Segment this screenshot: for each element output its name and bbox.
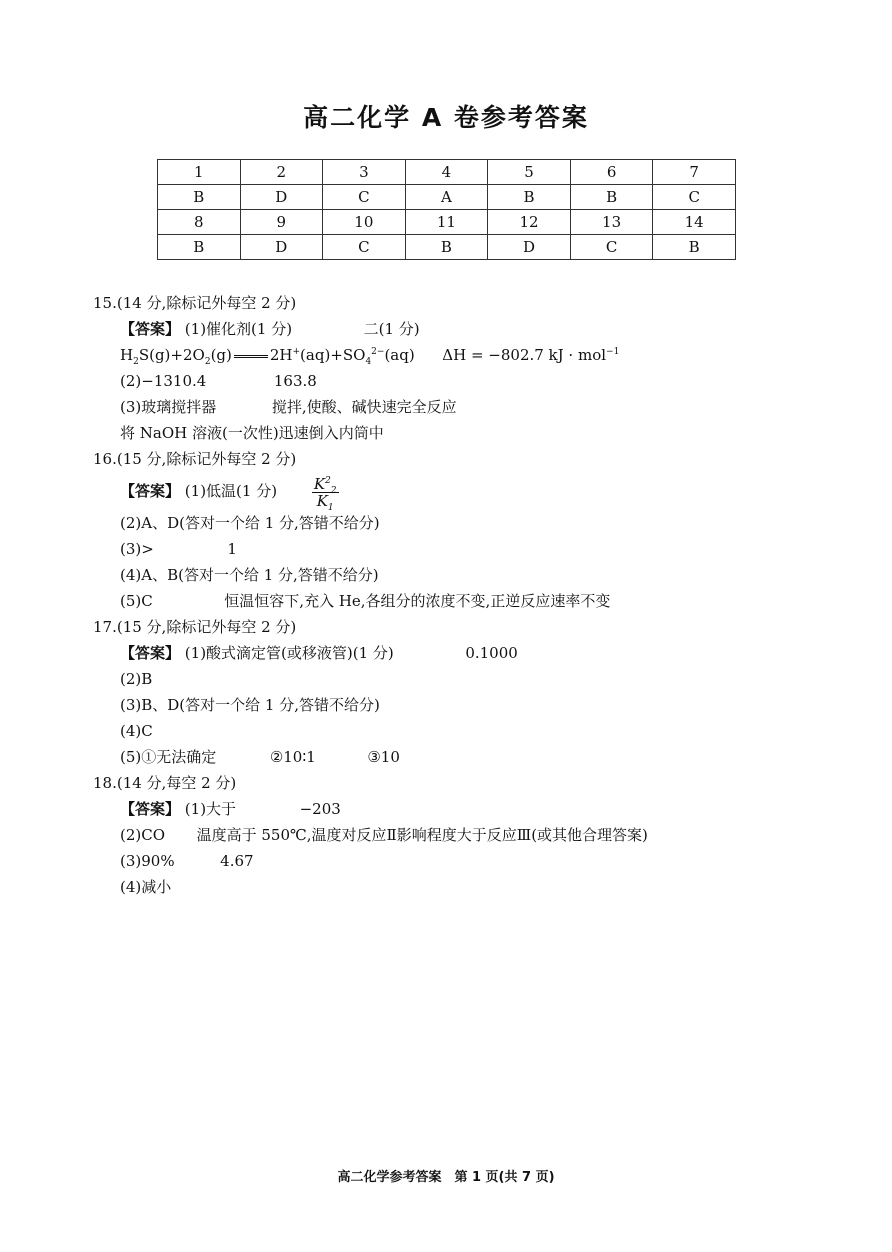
table-cell: A	[405, 185, 488, 210]
q18-answer-1	[93, 796, 852, 822]
q15-answer-3c: 将 NaOH 溶液(一次性)迅速倒入内筒中	[120, 424, 384, 442]
frac-sub: 1	[327, 502, 334, 513]
q15-answer-1	[93, 316, 852, 342]
q16-3-text-b: 1	[227, 540, 237, 558]
q18-answer-2	[93, 822, 852, 848]
q17-5-text-b: ②10∶1	[269, 748, 316, 766]
table-cell: B	[488, 185, 571, 210]
q18-2-text: (2)CO	[120, 826, 166, 844]
answer-table	[157, 159, 736, 260]
table-cell: 12	[488, 210, 571, 235]
eq-part: 2H	[269, 346, 293, 364]
q16-3-text: (3)>	[120, 540, 154, 558]
q18-answer-3	[93, 848, 852, 874]
table-cell: D	[488, 235, 571, 260]
table-cell: 7	[653, 160, 736, 185]
table-cell: D	[240, 185, 323, 210]
table-cell: C	[653, 185, 736, 210]
eq-sup: −1	[606, 347, 620, 357]
q16-5-text-b: 恒温恒容下,充入 He,各组分的浓度不变,正逆反应速率不变	[224, 592, 611, 610]
table-cell: 11	[405, 210, 488, 235]
q18-3-text-b: 4.67	[220, 852, 254, 870]
equals-sign	[234, 355, 268, 358]
q15-3-text: (3)玻璃搅拌器	[120, 398, 217, 416]
q17-heading: 17.(15 分,除标记外每空 2 分)	[93, 618, 297, 636]
table-cell: 5	[488, 160, 571, 185]
q16-answer-1	[93, 472, 852, 513]
table-cell: B	[405, 235, 488, 260]
eq-part: (aq)+SO	[300, 346, 366, 364]
table-cell: 13	[570, 210, 653, 235]
table-cell: 1	[158, 160, 241, 185]
q15-3-text-b: 搅拌,使酸、碱快速完全反应	[271, 398, 457, 416]
table-cell: B	[570, 185, 653, 210]
q16-answer-4: (4)A、B(答对一个给 1 分,答错不给分)	[120, 566, 379, 584]
q17-5-text-c: ③10	[367, 748, 400, 766]
q15-2-text: (2)−1310.4	[120, 372, 207, 390]
q17-answer-5	[93, 744, 852, 770]
equilibrium-fraction	[312, 474, 339, 513]
eq-part: H	[120, 346, 134, 364]
answer-label: 【答案】	[120, 320, 181, 338]
eq-part: (g)	[210, 346, 232, 364]
q15-answer-3	[93, 394, 852, 420]
table-cell: 10	[323, 210, 406, 235]
table-cell: B	[158, 235, 241, 260]
q16-answer-3	[93, 536, 852, 562]
eq-sup: +	[292, 347, 301, 357]
table-cell: 8	[158, 210, 241, 235]
q17-5-text: (5)①无法确定	[120, 748, 217, 766]
q18-heading: 18.(14 分,每空 2 分)	[93, 774, 237, 792]
q16-5-text: (5)C	[120, 592, 153, 610]
table-row	[158, 210, 736, 235]
table-cell: D	[240, 235, 323, 260]
q17-1-text: (1)酸式滴定管(或移液管)(1 分)	[184, 644, 394, 662]
answer-content	[93, 290, 852, 900]
table-cell: 3	[323, 160, 406, 185]
eq-sub: 2	[204, 357, 211, 367]
eq-sup: 2−	[371, 347, 385, 357]
table-cell: B	[653, 235, 736, 260]
answer-label: 【答案】	[120, 644, 181, 662]
table-cell: C	[323, 235, 406, 260]
q15-1-text: (1)催化剂(1 分)	[184, 320, 293, 338]
page-footer: 高二化学参考答案 第 1 页(共 7 页)	[337, 1170, 555, 1185]
q18-1-text-b: −203	[299, 800, 341, 818]
q17-answer-3: (3)B、D(答对一个给 1 分,答错不给分)	[120, 696, 380, 714]
q17-answer-2: (2)B	[120, 670, 153, 688]
table-row	[158, 185, 736, 210]
answer-label: 【答案】	[120, 482, 181, 500]
table-row	[158, 160, 736, 185]
q15-heading: 15.(14 分,除标记外每空 2 分)	[93, 294, 297, 312]
q16-answer-5	[93, 588, 852, 614]
q17-answer-1	[93, 640, 852, 666]
table-cell: 4	[405, 160, 488, 185]
table-cell: 14	[653, 210, 736, 235]
q16-answer-2: (2)A、D(答对一个给 1 分,答错不给分)	[120, 514, 380, 532]
q15-equation	[93, 342, 852, 368]
answer-label: 【答案】	[120, 800, 181, 818]
frac-sup: 2	[325, 475, 331, 486]
q15-1-text-b: 二(1 分)	[363, 320, 420, 338]
q16-heading: 16.(15 分,除标记外每空 2 分)	[93, 450, 297, 468]
eq-sub: 4	[365, 357, 372, 367]
eq-sub: 2	[133, 357, 139, 367]
table-cell: C	[570, 235, 653, 260]
table-cell: 9	[240, 210, 323, 235]
q17-answer-4: (4)C	[120, 722, 153, 740]
eq-part: (aq)	[384, 346, 415, 364]
q15-answer-2	[93, 368, 852, 394]
q18-2-text-b: 温度高于 550℃,温度对反应Ⅱ影响程度大于反应Ⅲ(或其他合理答案)	[196, 826, 648, 844]
table-cell: B	[158, 185, 241, 210]
table-cell: 6	[570, 160, 653, 185]
q18-3-text: (3)90%	[120, 852, 175, 870]
table-cell: 2	[240, 160, 323, 185]
eq-part: S(g)+2O	[138, 346, 205, 364]
enthalpy-value: ΔH = −802.7 kJ · mol	[442, 346, 607, 364]
table-cell: C	[323, 185, 406, 210]
q17-1-text-b: 0.1000	[465, 644, 518, 662]
page-title: 高二化学 A 卷参考答案	[303, 103, 589, 132]
frac-numerator: K	[313, 474, 326, 493]
q18-1-text: (1)大于	[184, 800, 237, 818]
q15-2-text-b: 163.8	[273, 372, 317, 390]
q16-1-text: (1)低温(1 分)	[184, 482, 278, 500]
table-row	[158, 235, 736, 260]
q18-answer-4: (4)减小	[120, 878, 172, 896]
frac-denominator: K	[316, 491, 328, 510]
frac-sub: 2	[330, 485, 337, 496]
